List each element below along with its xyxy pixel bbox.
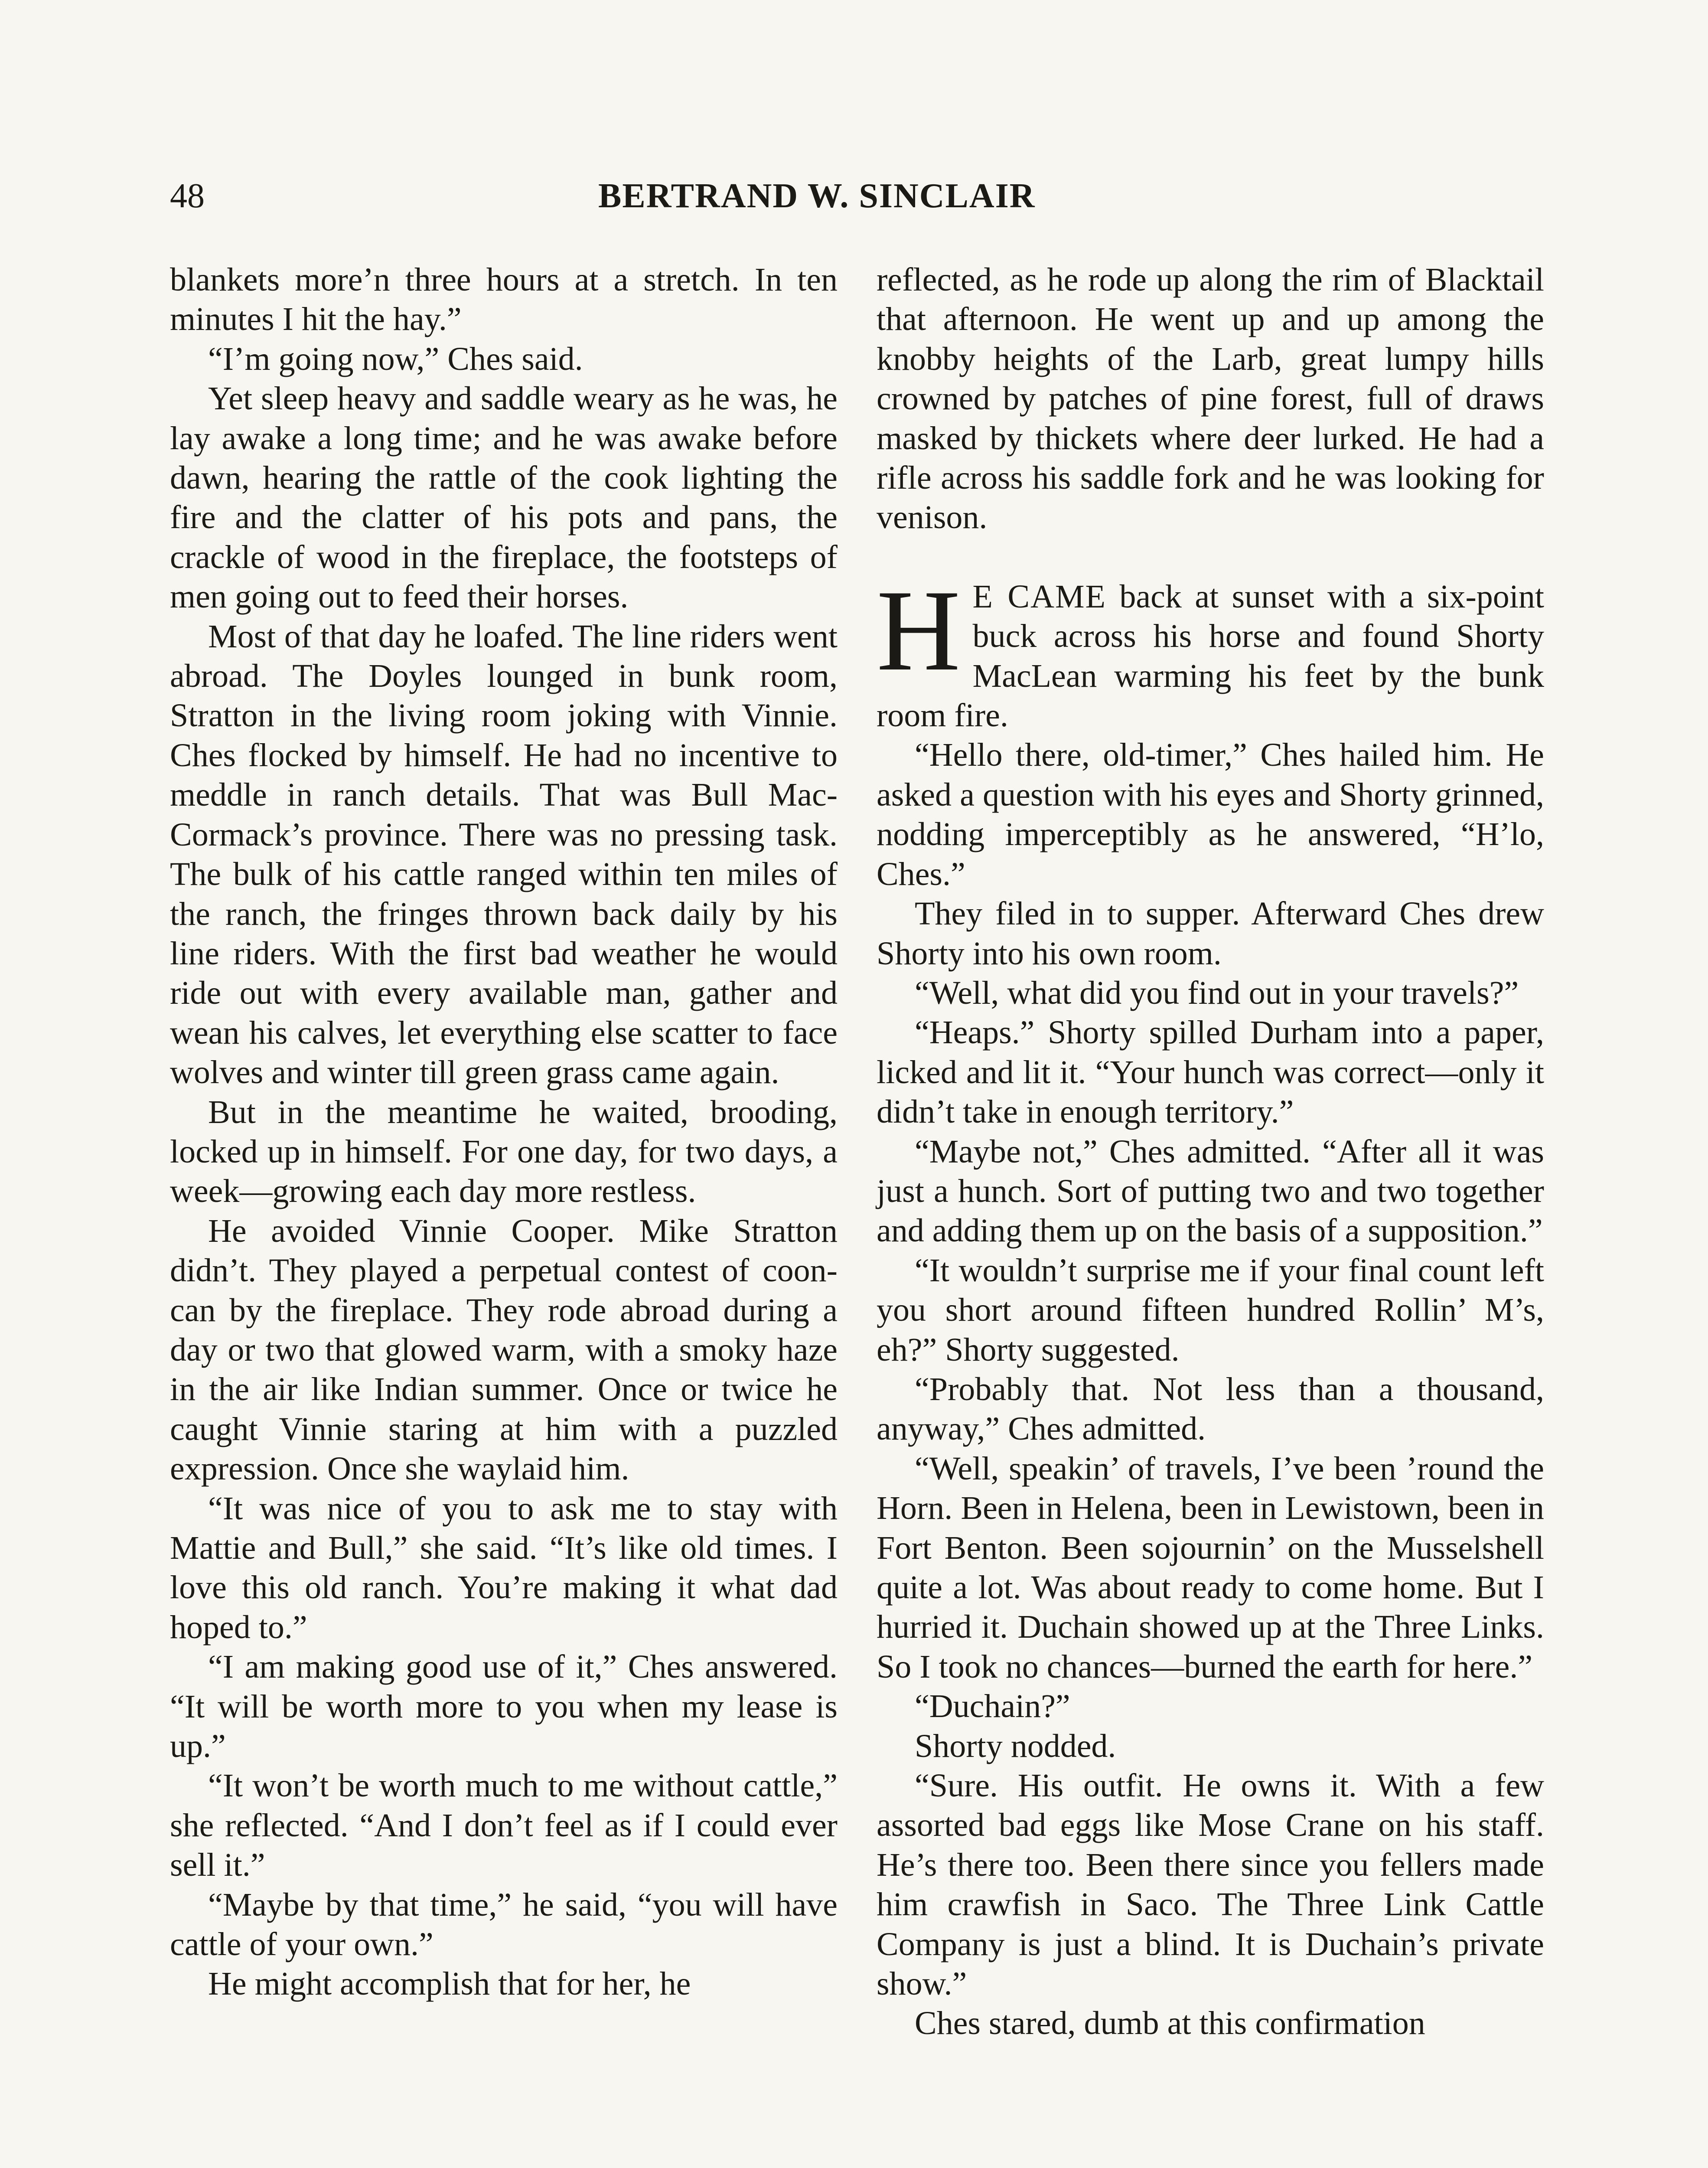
- paragraph: Ches stared, dumb at this confirmation: [915, 2005, 1425, 2042]
- paragraph: “Well, what did you find out in your travels?”: [915, 974, 1519, 1011]
- opening-text: back at sunset with a six-point buck across his horse and found Shorty MacLean warming his feet by the bunk room fire.: [877, 578, 1544, 734]
- paragraph: reflected, as he rode up along the rim of Blacktail that afternoon. He went up and up among the knobby heights of the Larb, great lumpy hills crowned by patches of pine forest, full of draws masked by thickets where deer lurked. He had a rifle across his saddle fork and he was looking for venison.: [877, 261, 1544, 536]
- paragraph: “Well, speakin’ of travels, I’ve been ’round the Horn. Been in Helena, been in Lewistown, been in Fort Benton. Been sojournin’ on the Musselshell quite a lot. Was about ready to come home. But I hurried it. Duchain showed up at the Three Links. So I took no chances—burned the earth for here.”: [877, 1450, 1544, 1685]
- paragraph: “Heaps.” Shorty spilled Durham into a paper, licked and lit it. “Your hunch was correct—only it didn’t take in enough territory.”: [877, 1014, 1544, 1130]
- paragraph: They filed in to supper. Afterward Ches drew Shorty into his own room.: [877, 895, 1544, 972]
- paragraph: “Maybe not,” Ches admitted. “After all it was just a hunch. Sort of putting two and two together and adding them up on the basis of a supposition.”: [877, 1133, 1544, 1249]
- opening-small-caps: E CAME: [972, 578, 1106, 615]
- paragraph: But in the meantime he waited, brooding, locked up in himself. For one day, for two days, a week—growing each day more restless.: [170, 1094, 838, 1210]
- paragraph: “Sure. His outfit. He owns it. With a few assorted bad eggs like Mose Crane on his staff. He’s there too. Been there since you fellers made him crawfish in Saco. The Three Link Cattle Company is just a blind. It is Duchain’s private show.”: [877, 1767, 1544, 2002]
- paragraph: “Duchain?”: [915, 1688, 1070, 1725]
- paragraph: “It was nice of you to ask me to stay with Mattie and Bull,” she said. “It’s like old times. I love this old ranch. You’re making it what dad hoped to.”: [170, 1490, 838, 1646]
- paragraph: “Hello there, old-timer,” Ches hailed him. He asked a question with his eyes and Shorty grinned, nodding imperceptibly as he answered, “H’lo, Ches.”: [877, 737, 1544, 892]
- paragraph: He might accomplish that for her, he: [208, 1966, 691, 2002]
- paragraph: “Maybe by that time,” he said, “you will have cattle of your own.”: [170, 1886, 838, 1963]
- paragraph: “Probably that. Not less than a thousand, anyway,” Ches admitted.: [877, 1371, 1544, 1447]
- running-head: BERTRAND W. SINCLAIR: [598, 177, 1036, 215]
- paragraph: “I’m going now,” Ches said.: [208, 340, 583, 377]
- paragraph: He avoided Vinnie Cooper. Mike Stratton didn’t. They played a perpetual contest of coon-can by the fireplace. They rode abroad during a day or two that glowed warm, with a smoky haze in the air like Indian summer. Once or twice he caught Vinnie staring at him with a puzzled expression. Once she waylaid him.: [170, 1212, 838, 1487]
- paragraph: “It won’t be worth much to me without cattle,” she reflected. “And I don’t feel as if I could ever sell it.”: [170, 1767, 838, 1884]
- right-column: [877, 260, 1544, 2044]
- paragraph: blankets more’n three hours at a stretch. In ten minutes I hit the hay.”: [170, 261, 838, 338]
- section-opening-paragraph: [877, 565, 1544, 736]
- paragraph: “I am making good use of it,” Ches answered. “It will be worth more to you when my lease is up.”: [170, 1649, 838, 1765]
- paragraph: “It wouldn’t surprise me if your final count left you short around fifteen hundred Rollin’ M’s, eh?” Shorty suggested.: [877, 1252, 1544, 1368]
- paragraph: Shorty nodded.: [915, 1727, 1116, 1764]
- paragraph: Yet sleep heavy and saddle weary as he was, he lay awake a long time; and he was awake before dawn, hearing the rattle of the cook lighting the fire and the clatter of his pots and pans, the crackle of wood in the fireplace, the footsteps of men going out to feed their horses.: [170, 380, 838, 615]
- drop-cap: H: [877, 565, 961, 695]
- left-column: [170, 260, 838, 2004]
- paragraph: Most of that day he loafed. The line riders went abroad. The Doyles lounged in bunk room, Stratton in the living room joking with Vinnie. Ches flocked by himself. He had no incentive to meddle in ranch details. That was Bull MacCormack’s province. There was no pressing task. The bulk of his cattle ranged within ten miles of the ranch, the fringes thrown back daily by his line riders. With the first bad weather he would ride out with every available man, gather and wean his calves, let everything else scatter to face wolves and winter till green grass came again.: [170, 618, 838, 1091]
- section-break: [877, 538, 1544, 577]
- page-number: 48: [170, 177, 205, 215]
